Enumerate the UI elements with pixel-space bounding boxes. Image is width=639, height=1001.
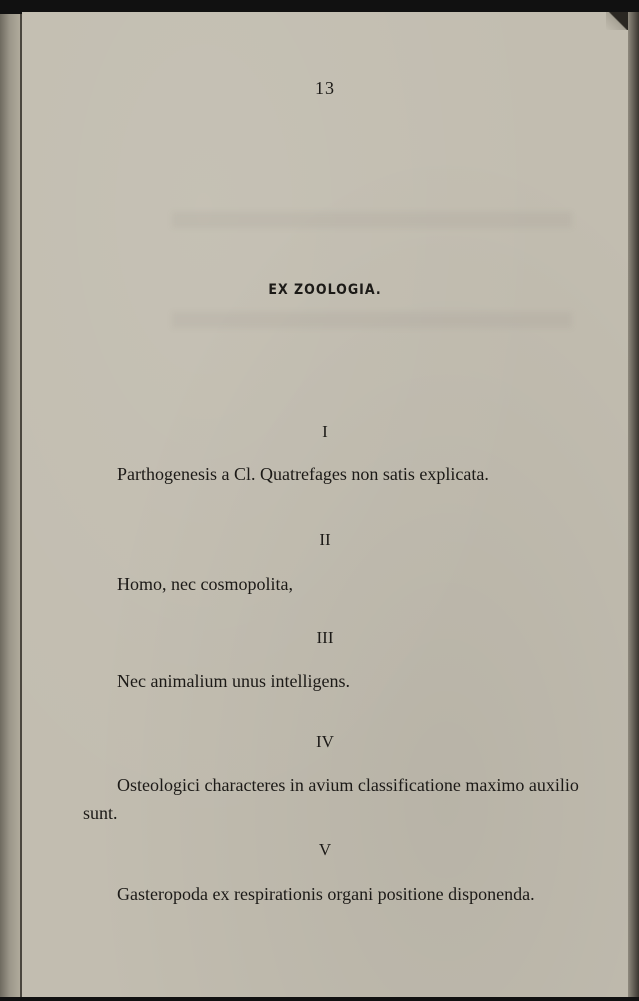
thesis-text: Gasteropoda ex respirationis organi positione disponenda. (117, 884, 535, 904)
thesis-numeral: I (322, 422, 328, 441)
thesis-text (83, 771, 597, 827)
document-page (22, 12, 628, 997)
corner-fold (606, 12, 628, 30)
thesis-text-line: sunt. (83, 803, 118, 823)
thesis-numeral: IV (316, 732, 334, 751)
page-edge (628, 12, 639, 997)
thesis-numeral: III (316, 628, 334, 647)
thesis-numeral: II (319, 530, 331, 549)
thesis-numeral: V (318, 840, 332, 859)
book-gutter (0, 14, 22, 997)
section-heading: EX ZOOLOGIA. (268, 282, 382, 298)
thesis-text: Homo, nec cosmopolita, (117, 574, 293, 594)
thesis-text: Nec animalium unus intelligens. (117, 671, 350, 691)
page-number: 13 (315, 78, 335, 98)
show-through-shadow (172, 212, 572, 228)
thesis-text: Parthogenesis a Cl. Quatrefages non satis explicata. (117, 464, 489, 484)
thesis-text-line: Osteologici characteres in avium classificatione maximo auxilio (117, 775, 579, 795)
show-through-shadow (172, 312, 572, 328)
